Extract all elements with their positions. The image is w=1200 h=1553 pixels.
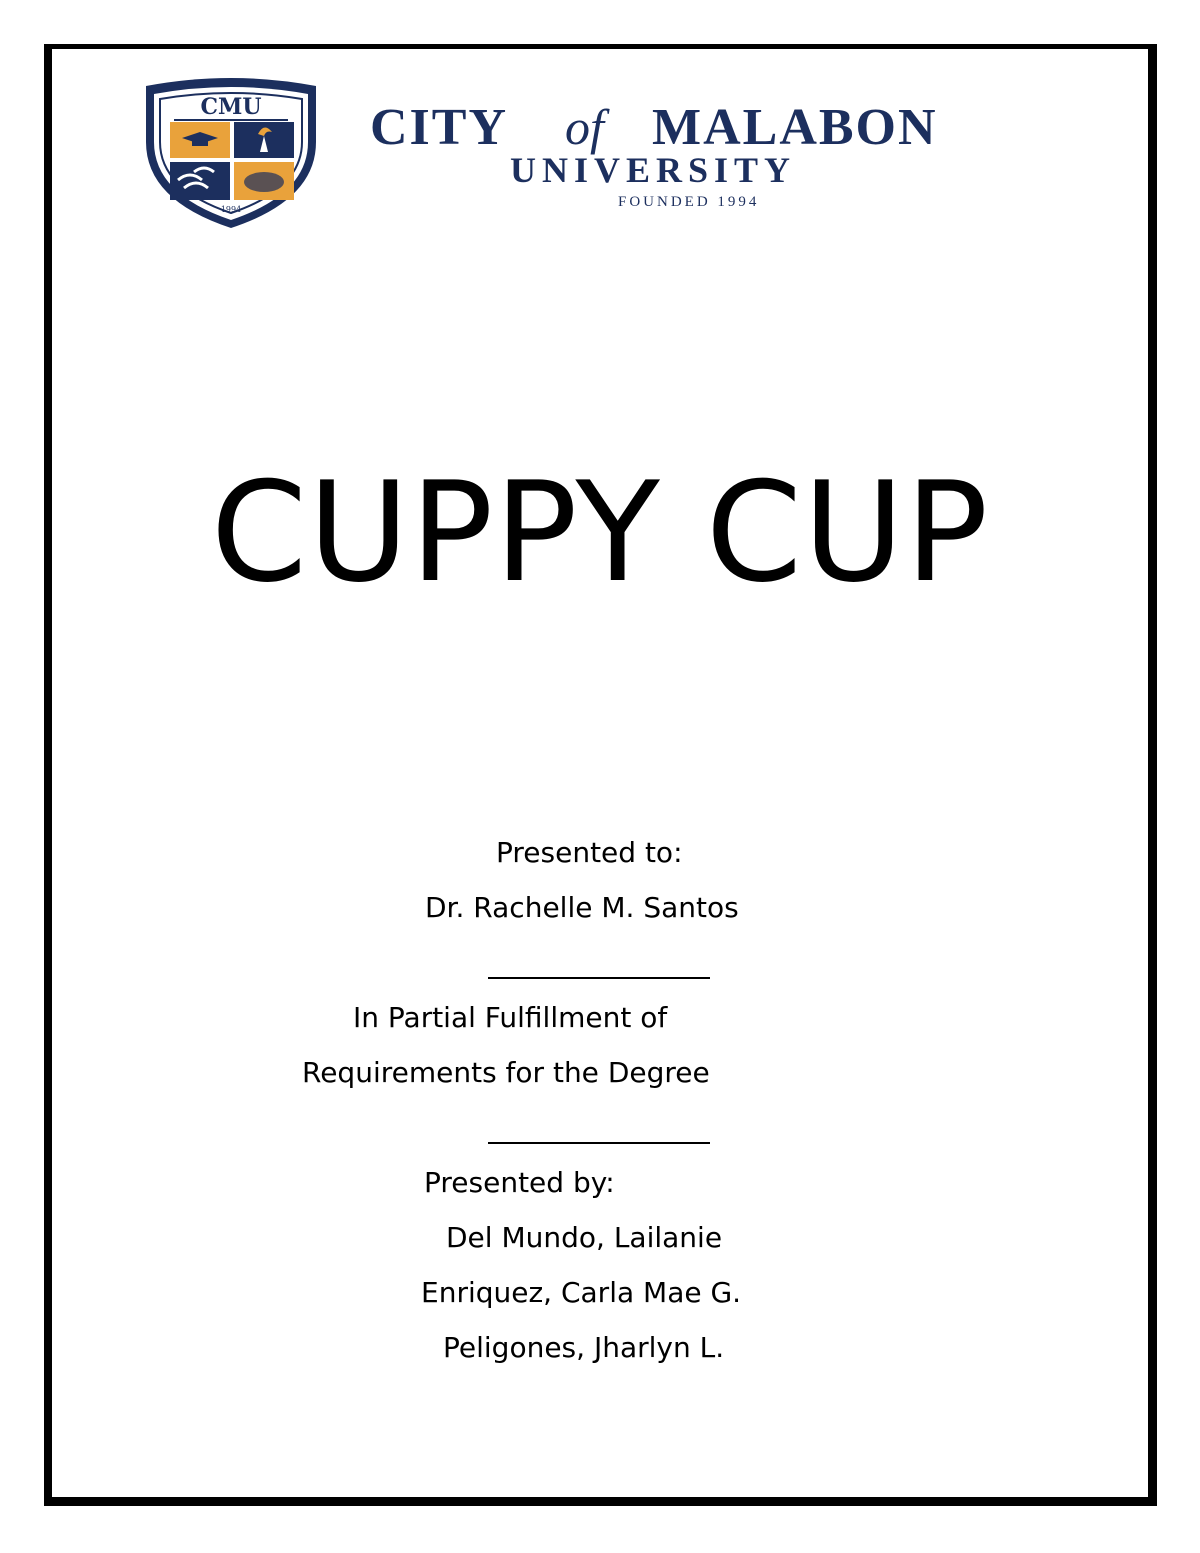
member-name: Del Mundo, Lailanie: [446, 1221, 723, 1254]
svg-text:CITY: CITY: [370, 99, 509, 156]
document-title: CUPPY CUP: [210, 452, 990, 613]
separator-rule: [488, 1142, 710, 1144]
svg-text:CMU: CMU: [200, 94, 262, 120]
separator-rule: [488, 977, 710, 979]
fulfillment-line-1: In Partial Fulfillment of: [353, 1001, 668, 1034]
member-name: Peligones, Jharlyn L.: [443, 1331, 725, 1364]
presented-to-label: Presented to:: [496, 836, 683, 869]
svg-text:MALABON: MALABON: [652, 99, 938, 156]
svg-text:of: of: [565, 99, 604, 155]
university-seal-logo: [138, 72, 324, 230]
member-name: Enriquez, Carla Mae G.: [421, 1276, 742, 1309]
svg-text:FOUNDED 1994: FOUNDED 1994: [618, 194, 760, 210]
svg-text:UNIVERSITY: UNIVERSITY: [510, 150, 797, 190]
fulfillment-line-2: Requirements for the Degree: [302, 1056, 710, 1089]
presented-to-name: Dr. Rachelle M. Santos: [425, 891, 739, 924]
university-wordmark-logo: [360, 98, 1060, 218]
presented-by-label: Presented by:: [424, 1166, 615, 1199]
svg-text:1994: 1994: [220, 205, 242, 214]
